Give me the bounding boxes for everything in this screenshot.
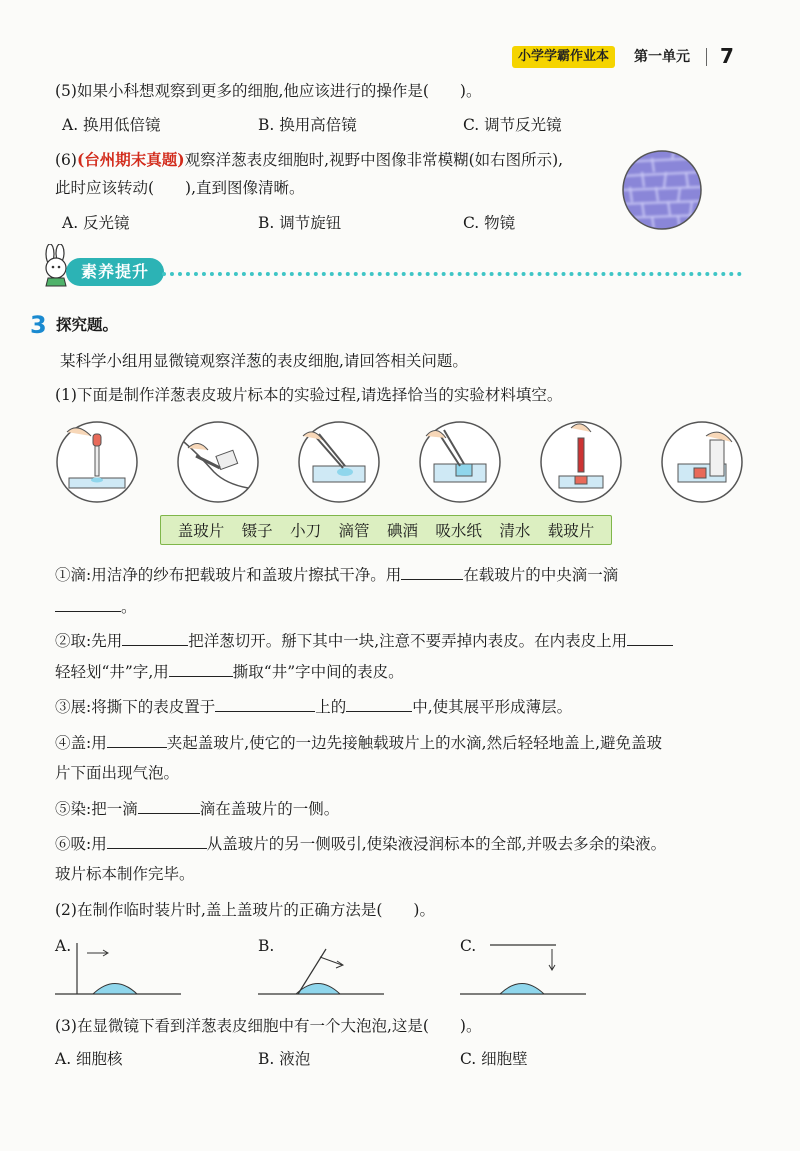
step6-text-a: ⑥吸:用 [55, 835, 107, 853]
q5-stem: (5)如果小科想观察到更多的细胞,他应该进行的操作是( )。 [55, 82, 482, 100]
coverslip-figures [55, 935, 595, 999]
q6-stem: 观察洋葱表皮细胞时,视野中图像非常模糊(如右图所示), [184, 151, 564, 169]
q6-number: (6) [55, 151, 77, 169]
blurry-cell-image [622, 150, 702, 230]
q6-stem-line1 [55, 149, 563, 171]
step4-text-b: 夹起盖玻片,使它的一边先接触载玻片上的水滴,然后轻轻地盖上,避免盖玻 [166, 734, 663, 752]
answer-blank[interactable] [107, 832, 207, 849]
step5-text-a: ⑤染:把一滴 [55, 800, 138, 818]
q3-option-b: B. 液泡 [258, 1050, 311, 1068]
step2-line2 [55, 660, 404, 683]
q5-option-b: B. 换用高倍镜 [258, 116, 357, 134]
material-item: 吸水纸 [435, 522, 482, 540]
step2-text-a: ②取:先用 [55, 632, 123, 650]
q3-option-c: C. 细胞壁 [460, 1050, 528, 1068]
step4-line2: 片下面出现气泡。 [55, 764, 180, 782]
procedure-figures [55, 420, 755, 508]
step6-line1 [55, 832, 666, 855]
q3-intro: 某科学小组用显微镜观察洋葱的表皮细胞,请回答相关问题。 [60, 352, 468, 370]
figure-b-label: B. [258, 937, 275, 955]
section-divider [162, 272, 742, 276]
book-tag: 小学学霸作业本 [512, 46, 615, 68]
material-item: 清水 [499, 522, 531, 540]
material-item: 镊子 [241, 522, 273, 540]
q3-sub1: (1)下面是制作洋葱表皮玻片标本的实验过程,请选择恰当的实验材料填空。 [55, 386, 563, 404]
header-divider [706, 48, 707, 66]
q5-option-c: C. 调节反光镜 [463, 116, 562, 134]
step3-line [55, 695, 572, 718]
figure-knife [178, 422, 258, 502]
step3-text-b: 上的 [315, 698, 347, 716]
figure-c [460, 945, 586, 994]
figure-c-label: C. [460, 937, 477, 955]
figure-stain [541, 422, 621, 502]
q5-option-a: A. 换用低倍镜 [62, 116, 161, 134]
answer-blank[interactable] [346, 695, 412, 712]
question-number: 3 [30, 311, 47, 339]
step1-text-c: 。 [121, 598, 137, 616]
q6-option-c: C. 物镜 [463, 214, 516, 232]
answer-blank[interactable] [627, 629, 673, 646]
figure-spread [420, 422, 500, 502]
step2-text-d: 撕取“井”字中间的表皮。 [232, 663, 404, 681]
answer-blank[interactable] [169, 660, 233, 677]
answer-blank[interactable] [401, 563, 463, 580]
step2-line1 [55, 629, 673, 652]
q6-source-tag: (台州期末真题) [76, 150, 185, 169]
step4-line1 [55, 731, 662, 754]
step3-text-c: 中,使其展平形成薄层。 [412, 698, 573, 716]
q3-sub3: (3)在显微镜下看到洋葱表皮细胞中有一个大泡泡,这是( )。 [55, 1017, 482, 1035]
figure-a [55, 943, 181, 994]
figure-tweezers [299, 422, 379, 502]
q3-sub2: (2)在制作临时装片时,盖上盖玻片的正确方法是( )。 [55, 901, 435, 919]
step6-line2: 玻片标本制作完毕。 [55, 865, 195, 883]
step5-line [55, 797, 339, 820]
unit-label: 第一单元 [634, 49, 690, 65]
question-title: 探究题。 [56, 316, 119, 334]
material-item: 碘酒 [386, 522, 418, 540]
step1-line1 [55, 563, 618, 586]
q6-option-a: A. 反光镜 [62, 214, 130, 232]
answer-blank[interactable] [55, 595, 121, 612]
step1-text-a: ①滴:用洁净的纱布把载玻片和盖玻片擦拭干净。用 [55, 566, 402, 584]
q6-stem-line2: 此时应该转动( ),直到图像清晰。 [55, 179, 305, 197]
step5-text-b: 滴在盖玻片的一侧。 [199, 800, 340, 818]
section-banner: 素养提升 [66, 258, 164, 286]
figure-b [258, 949, 384, 994]
step6-text-b: 从盖玻片的另一侧吸引,使染液浸润标本的全部,并吸去多余的染液。 [206, 835, 667, 853]
step1-text-b: 在载玻片的中央滴一滴 [463, 566, 619, 584]
material-item: 盖玻片 [177, 522, 225, 540]
material-item: 小刀 [290, 522, 322, 540]
materials-box [160, 515, 612, 545]
answer-blank[interactable] [107, 731, 167, 748]
step1-line2 [55, 595, 137, 618]
page-number: 7 [720, 44, 734, 68]
figure-dropper [57, 422, 137, 502]
figure-a-label: A. [55, 937, 72, 955]
material-item: 滴管 [338, 522, 370, 540]
answer-blank[interactable] [138, 797, 200, 814]
material-item: 载玻片 [547, 522, 595, 540]
q3-option-a: A. 细胞核 [55, 1050, 123, 1068]
answer-blank[interactable] [122, 629, 188, 646]
step4-text-a: ④盖:用 [55, 734, 107, 752]
step3-text-a: ③展:将撕下的表皮置于 [55, 698, 216, 716]
step2-text-b: 把洋葱切开。掰下其中一块,注意不要弄掉内表皮。在内表皮上用 [188, 632, 628, 650]
answer-blank[interactable] [215, 695, 315, 712]
step2-text-c: 轻轻划“井”字,用 [55, 663, 169, 681]
q6-option-b: B. 调节旋钮 [258, 214, 342, 232]
figure-absorb [662, 422, 742, 502]
